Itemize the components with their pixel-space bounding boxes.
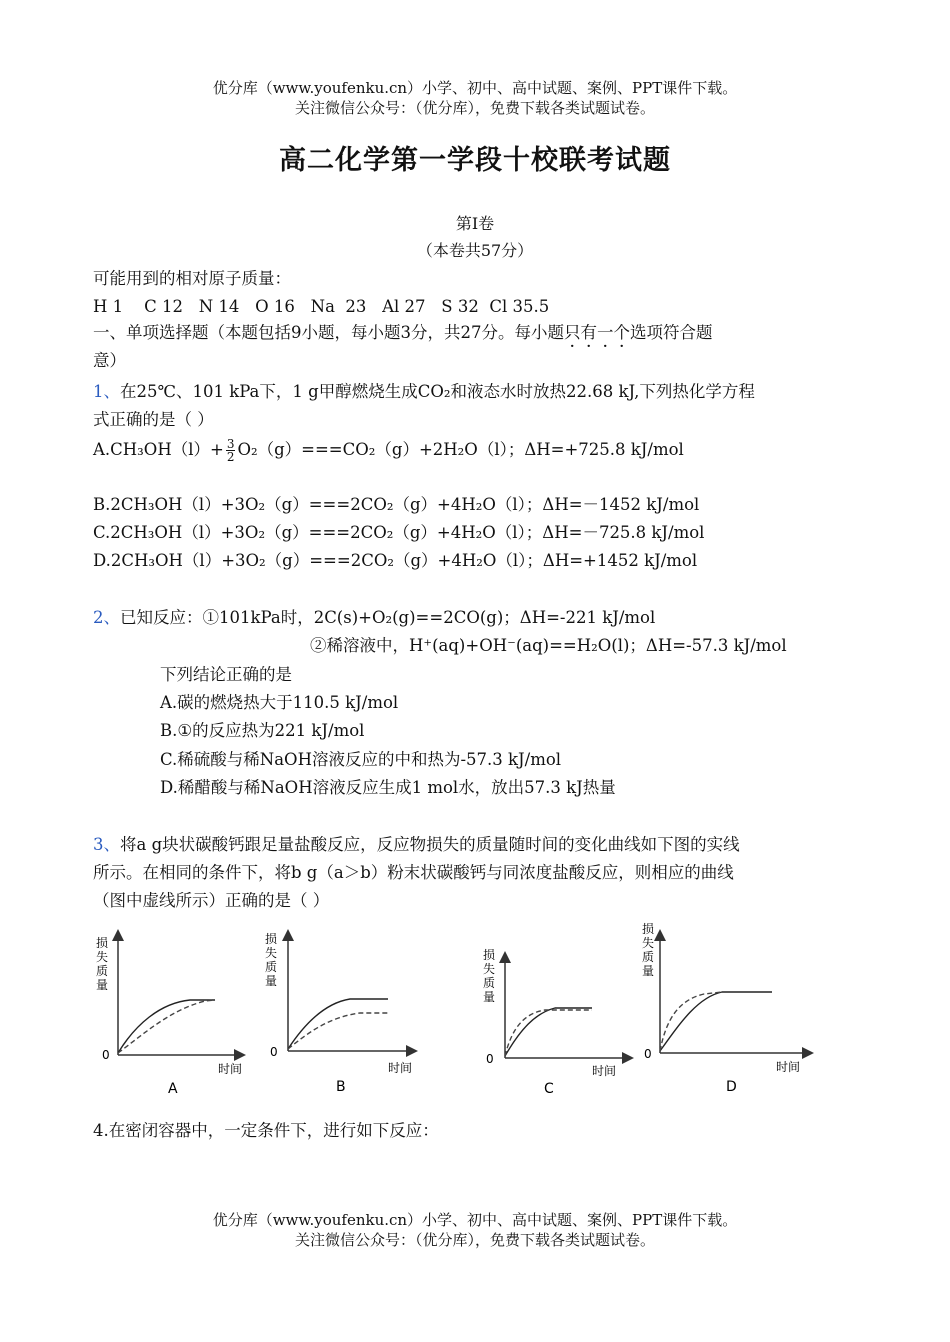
q1-number: 1、	[93, 382, 120, 401]
q1-option-a-pre: A.CH₃OH（l）+	[93, 440, 224, 459]
graph-d	[642, 921, 808, 1095]
graph-c-origin: 0	[486, 1052, 494, 1066]
graph-c-ylabel-3: 质	[483, 976, 496, 990]
graph-b-ylabel-1: 损	[265, 932, 278, 946]
fraction-denominator: 2	[226, 450, 235, 464]
graph-c-ylabel-4: 量	[483, 990, 496, 1004]
q1-option-d: D.2CH₃OH（l）+3O₂（g）===2CO₂（g）+4H₂O（l）；ΔH=+1452 kJ/mol	[93, 551, 698, 570]
graph-a-xlabel: 时间	[218, 1062, 243, 1076]
graph-c-label: C	[544, 1081, 554, 1097]
header-line-1: 优分库（www.youfenku.cn）小学、初中、高中试题、案例、PPT课件下载。	[212, 79, 738, 97]
graph-c-ylabel-2: 失	[483, 962, 496, 976]
q1-option-a	[93, 438, 684, 463]
page-title: 高二化学第一学段十校联考试题	[279, 145, 671, 176]
q2-prompt: 下列结论正确的是	[160, 665, 292, 684]
q1-line-1	[93, 381, 755, 403]
q1-line-2: 式正确的是（ ）	[93, 410, 214, 429]
q2-option-d: D.稀醋酸与稀NaOH溶液反应生成1 mol水，放出57.3 kJ热量	[160, 778, 616, 797]
graph-d-dashed-curve	[660, 992, 722, 1051]
q3-line-3: （图中虚线所示）正确的是（ ）	[93, 891, 330, 910]
header-line-2: 关注微信公众号：（优分库），免费下载各类试题试卷。	[294, 99, 655, 117]
q1-option-c: C.2CH₃OH（l）+3O₂（g）===2CO₂（g）+4H₂O（l）；ΔH=－725.8 kJ/mol	[93, 523, 705, 542]
graph-a-ylabel-2: 失	[96, 950, 109, 964]
q2-option-a: A.碳的燃烧热大于110.5 kJ/mol	[160, 693, 399, 712]
emphasis-char-1: 只	[564, 323, 581, 342]
graph-a-ylabel-4: 量	[96, 978, 109, 992]
q3-number: 3、	[93, 835, 120, 854]
graph-d-solid-curve	[660, 992, 772, 1051]
q2-option-c: C.稀硫酸与稀NaOH溶液反应的中和热为-57.3 kJ/mol	[160, 750, 562, 769]
graph-b-label: B	[336, 1079, 346, 1095]
q1-stem: 在25℃、101 kPa下，1 g甲醇燃烧生成CO₂和液态水时放热22.68 kJ,下列热化学方程	[120, 382, 755, 401]
emphasis-char-3: 一	[597, 323, 614, 342]
graph-d-ylabel-4: 量	[642, 964, 655, 978]
volume-label: 第I卷	[455, 214, 495, 233]
graph-d-xlabel: 时间	[776, 1060, 801, 1074]
atomic-mass-label: 可能用到的相对原子质量：	[93, 269, 291, 288]
section-heading-line-2: 意）	[93, 351, 126, 370]
graph-a-ylabel-3: 质	[96, 964, 109, 978]
section-heading-text-b: 选项符合题	[630, 323, 713, 342]
graph-d-ylabel-2: 失	[642, 936, 655, 950]
graph-d-ylabel-3: 质	[642, 950, 655, 964]
emphasis-char-4: 个	[613, 323, 630, 342]
graph-a-origin: 0	[102, 1048, 110, 1062]
graph-d-ylabel-1: 损	[642, 922, 655, 936]
q2-line-1	[93, 607, 655, 629]
graph-d-origin: 0	[644, 1047, 652, 1061]
graph-c-solid-curve	[505, 1008, 592, 1056]
graph-c-dashed-curve	[505, 1010, 592, 1056]
section-heading	[93, 322, 713, 344]
q4-line-1: 4.在密闭容器中，一定条件下，进行如下反应：	[93, 1121, 439, 1140]
section-heading-text-a: 一、单项选择题（本题包括9小题，每小题3分，共27分。每小题	[93, 323, 564, 342]
q2-reaction-1: 已知反应：①101kPa时，2C(s)+O₂(g)==2CO(g)；ΔH=-221 kJ/mol	[120, 608, 656, 627]
q2-number: 2、	[93, 608, 120, 627]
graph-b-dashed-curve	[288, 1013, 388, 1049]
graph-b-ylabel-3: 质	[265, 960, 278, 974]
graph-a-ylabel-1: 损	[96, 936, 109, 950]
graph-c-ylabel-1: 损	[483, 948, 496, 962]
q2-reaction-2: ②稀溶液中，H⁺(aq)+OH⁻(aq)==H₂O(l)；ΔH=-57.3 kJ/mol	[310, 636, 787, 655]
graph-c-xlabel: 时间	[592, 1064, 617, 1078]
graph-b-xlabel: 时间	[388, 1061, 413, 1075]
graph-b-solid-curve	[288, 999, 388, 1049]
atomic-mass-values: H 1 C 12 N 14 O 16 Na 23 Al 27 S 32 Cl 35.5	[93, 297, 550, 316]
q3-graphs	[0, 915, 950, 1105]
footer-line-1: 优分库（www.youfenku.cn）小学、初中、高中试题、案例、PPT课件下载。	[212, 1211, 738, 1229]
graph-b-ylabel-2: 失	[265, 946, 278, 960]
graph-b-ylabel-4: 量	[265, 974, 278, 988]
volume-score: （本卷共57分）	[416, 241, 534, 260]
graph-a-label: A	[168, 1081, 178, 1097]
graph-d-label: D	[726, 1079, 737, 1095]
q3-stem-1: 将a g块状碳酸钙跟足量盐酸反应，反应物损失的质量随时间的变化曲线如下图的实线	[120, 835, 740, 854]
graph-a-solid-curve	[118, 1000, 215, 1053]
q3-line-2: 所示。在相同的条件下，将b g（a＞b）粉末状碳酸钙与同浓度盐酸反应，则相应的曲线	[93, 863, 734, 882]
fraction-three-halves	[226, 438, 236, 463]
fraction-numerator: 3	[226, 437, 235, 451]
q1-option-a-post: O₂（g）===CO₂（g）+2H₂O（l）；ΔH=+725.8 kJ/mol	[237, 440, 684, 459]
graph-c	[483, 947, 628, 1097]
q2-option-b: B.①的反应热为221 kJ/mol	[160, 721, 365, 740]
q1-option-b: B.2CH₃OH（l）+3O₂（g）===2CO₂（g）+4H₂O（l）；ΔH=－1452 kJ/mol	[93, 495, 700, 514]
graph-a-dashed-curve	[118, 1000, 215, 1053]
graph-a	[96, 935, 242, 1097]
graph-b-origin: 0	[270, 1045, 278, 1059]
footer-line-2: 关注微信公众号：（优分库），免费下载各类试题试卷。	[294, 1231, 655, 1249]
graph-b	[265, 931, 412, 1095]
q3-line-1	[93, 834, 740, 856]
emphasis-char-2: 有	[580, 323, 597, 342]
